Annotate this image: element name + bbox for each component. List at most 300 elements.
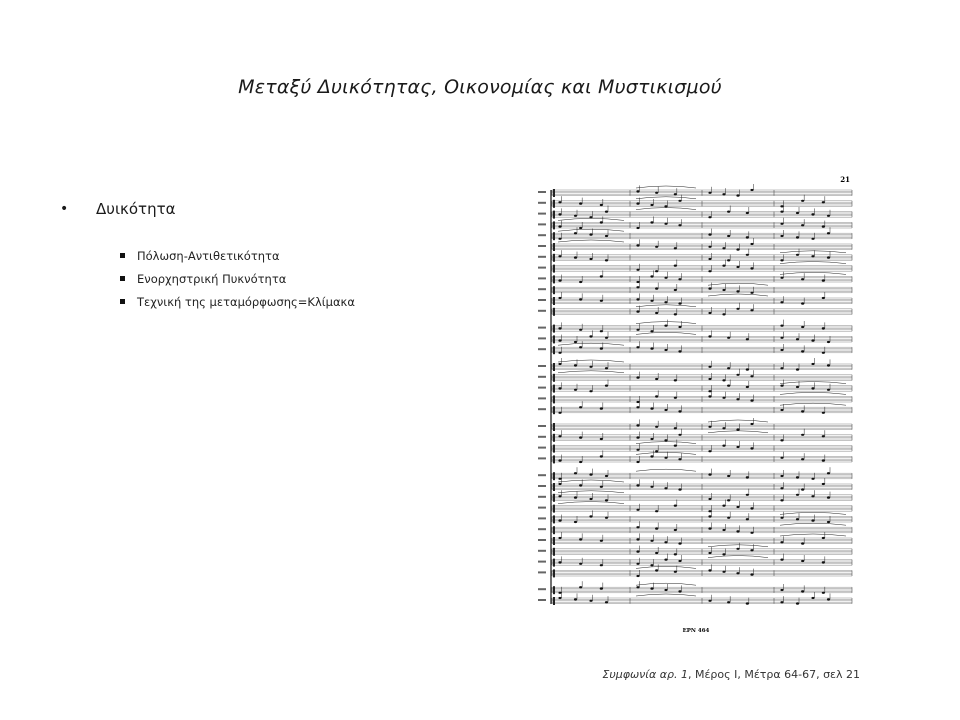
note-head: [736, 530, 739, 532]
note-head: [574, 257, 577, 259]
note-head: [558, 592, 561, 594]
note-head: [636, 484, 639, 486]
note-head: [579, 298, 582, 300]
note-head: [708, 426, 711, 428]
slur: [636, 566, 696, 568]
note-head: [600, 564, 603, 566]
note-head: [664, 223, 667, 225]
note-head: [708, 395, 711, 397]
clef-mark: [553, 335, 555, 343]
slur: [558, 360, 624, 362]
note-head: [750, 375, 753, 377]
note-head: [558, 435, 561, 437]
note-head: [708, 510, 711, 512]
note-head: [801, 590, 804, 592]
clef-mark: [553, 286, 555, 294]
square-bullet-icon: [120, 276, 125, 281]
note-head: [727, 499, 730, 501]
note-head: [708, 390, 711, 392]
note-head: [579, 406, 582, 408]
note-head: [600, 455, 603, 457]
note-head: [655, 288, 658, 290]
instrument-label: [538, 387, 546, 389]
note-head: [708, 192, 711, 194]
note-head: [664, 205, 667, 207]
note-head: [822, 483, 825, 485]
clef-mark: [553, 406, 555, 414]
note-head: [579, 281, 582, 283]
note-head: [574, 215, 577, 217]
note-head: [708, 312, 711, 314]
note-head: [708, 515, 711, 517]
note-head: [801, 224, 804, 226]
note-head: [796, 518, 799, 520]
note-head: [655, 312, 658, 314]
slur: [558, 240, 624, 242]
note-head: [796, 603, 799, 605]
note-head: [636, 563, 639, 565]
note-head: [589, 234, 592, 236]
note-head: [780, 589, 783, 591]
note-head: [678, 590, 681, 592]
note-head: [655, 378, 658, 380]
note-head: [678, 489, 681, 491]
note-head: [750, 189, 753, 191]
note-head: [678, 224, 681, 226]
note-head: [708, 216, 711, 218]
note-head: [600, 204, 603, 206]
sub-bullet-item: [120, 290, 480, 313]
note-head: [811, 363, 814, 365]
note-head: [574, 598, 577, 600]
note-head: [574, 521, 577, 523]
note-head: [708, 528, 711, 530]
note-head: [636, 286, 639, 288]
slur: [708, 420, 768, 422]
instrument-label: [538, 256, 546, 258]
note-head: [736, 266, 739, 268]
slur: [708, 431, 768, 433]
instrument-label: [538, 496, 546, 498]
note-head: [796, 386, 799, 388]
note-head: [811, 340, 814, 342]
note-head: [822, 327, 825, 329]
note-head: [746, 369, 749, 371]
note-head: [558, 495, 561, 497]
clef-mark: [553, 445, 555, 453]
clef-mark: [553, 434, 555, 442]
note-head: [636, 437, 639, 439]
note-head: [827, 364, 830, 366]
note-head: [674, 289, 677, 291]
note-head: [674, 313, 677, 315]
note-head: [827, 521, 830, 523]
slur: [780, 523, 846, 525]
instrument-label: [538, 223, 546, 225]
note-head: [708, 569, 711, 571]
instrument-label: [538, 234, 546, 236]
clef-mark: [553, 275, 555, 283]
note-head: [650, 300, 653, 302]
note-head: [636, 586, 639, 588]
note-head: [796, 254, 799, 256]
note-head: [780, 487, 783, 489]
clef-mark: [553, 548, 555, 556]
note-head: [558, 226, 561, 228]
instrument-label: [538, 561, 546, 563]
slur: [780, 251, 846, 253]
note-head: [574, 497, 577, 499]
clef-mark: [553, 265, 555, 273]
caption-work-title: Συμφωνία αρ. 1: [602, 668, 688, 681]
note-head: [750, 532, 753, 534]
note-head: [736, 548, 739, 550]
clef-mark: [553, 243, 555, 251]
note-head: [636, 203, 639, 205]
clef-mark: [553, 395, 555, 403]
note-head: [822, 435, 825, 437]
note-head: [801, 489, 804, 491]
note-head: [678, 326, 681, 328]
note-head: [678, 458, 681, 460]
note-head: [736, 249, 739, 251]
instrument-label: [538, 457, 546, 459]
note-head: [650, 408, 653, 410]
note-head: [558, 387, 561, 389]
note-head: [589, 515, 592, 517]
note-head: [558, 561, 561, 563]
note-head: [589, 498, 592, 500]
instrument-label: [538, 588, 546, 590]
note-head: [664, 277, 667, 279]
note-head: [605, 499, 608, 501]
figure-caption: [560, 668, 860, 681]
note-head: [796, 236, 799, 238]
note-head: [736, 195, 739, 197]
square-bullet-icon: [120, 299, 125, 304]
note-head: [822, 592, 825, 594]
note-head: [708, 600, 711, 602]
note-head: [780, 301, 783, 303]
clef-mark: [553, 423, 555, 431]
note-head: [558, 213, 561, 215]
note-head: [558, 483, 561, 485]
note-head: [664, 349, 667, 351]
note-head: [727, 337, 730, 339]
note-head: [827, 598, 830, 600]
note-head: [579, 461, 582, 463]
bullet-item-main: [60, 200, 480, 218]
note-head: [736, 429, 739, 431]
note-head: [780, 499, 783, 501]
note-head: [579, 203, 582, 205]
note-head: [636, 401, 639, 403]
note-head: [558, 255, 561, 257]
note-head: [827, 389, 830, 391]
note-head: [708, 450, 711, 452]
score-page-number: 21: [840, 175, 850, 184]
note-head: [750, 574, 753, 576]
instrument-label: [538, 528, 546, 530]
note-head: [811, 478, 814, 480]
note-head: [811, 597, 814, 599]
note-head: [827, 232, 830, 234]
note-head: [636, 244, 639, 246]
note-head: [600, 438, 603, 440]
note-head: [727, 235, 730, 237]
note-head: [827, 497, 830, 499]
note-head: [801, 326, 804, 328]
note-head: [780, 259, 783, 261]
note-head: [827, 472, 830, 474]
instrument-label: [538, 267, 546, 269]
note-head: [650, 348, 653, 350]
clef-mark: [553, 455, 555, 463]
clef-mark: [553, 232, 555, 240]
note-head: [750, 400, 753, 402]
note-head: [636, 281, 639, 283]
note-head: [722, 193, 725, 195]
clef-mark: [553, 505, 555, 513]
note-head: [811, 495, 814, 497]
note-head: [722, 289, 725, 291]
note-head: [811, 238, 814, 240]
note-head: [674, 265, 677, 267]
note-head: [722, 505, 725, 507]
note-head: [650, 330, 653, 332]
note-head: [780, 367, 783, 369]
note-head: [727, 475, 730, 477]
note-head: [827, 215, 830, 217]
note-head: [750, 447, 753, 449]
note-head: [579, 329, 582, 331]
note-head: [600, 221, 603, 223]
note-head: [650, 204, 653, 206]
clef-mark: [553, 472, 555, 480]
slur: [780, 262, 846, 264]
note-head: [736, 446, 739, 448]
note-head: [708, 378, 711, 380]
note-head: [589, 258, 592, 260]
note-head: [574, 364, 577, 366]
note-head: [579, 563, 582, 565]
note-head: [827, 341, 830, 343]
note-head: [558, 597, 561, 599]
note-head: [558, 352, 561, 354]
note-head: [780, 223, 783, 225]
note-head: [727, 259, 730, 261]
note-head: [746, 494, 749, 496]
note-head: [664, 325, 667, 327]
note-head: [574, 389, 577, 391]
bullet-list: [60, 200, 480, 313]
note-head: [750, 267, 753, 269]
note-head: [600, 275, 603, 277]
bullet-marker: •: [60, 201, 69, 217]
clef-mark: [553, 325, 555, 333]
note-head: [796, 476, 799, 478]
note-head: [674, 571, 677, 573]
note-head: [636, 298, 639, 300]
note-head: [780, 337, 783, 339]
note-head: [750, 309, 753, 311]
note-head: [708, 234, 711, 236]
instrument-label: [538, 299, 546, 301]
note-head: [650, 221, 653, 223]
note-head: [650, 438, 653, 440]
note-head: [664, 589, 667, 591]
note-head: [780, 475, 783, 477]
note-head: [780, 277, 783, 279]
note-head: [605, 337, 608, 339]
note-head: [650, 455, 653, 457]
note-head: [822, 460, 825, 462]
note-head: [655, 192, 658, 194]
note-head: [558, 412, 561, 414]
note-head: [780, 409, 783, 411]
note-head: [558, 238, 561, 240]
instrument-label: [538, 474, 546, 476]
note-head: [708, 366, 711, 368]
instrument-label: [538, 348, 546, 350]
note-head: [780, 349, 783, 351]
note-head: [736, 308, 739, 310]
note-head: [780, 517, 783, 519]
slur: [780, 534, 846, 536]
note-head: [746, 386, 749, 388]
instrument-label: [538, 310, 546, 312]
note-head: [674, 445, 677, 447]
note-head: [589, 390, 592, 392]
instrument-label: [538, 245, 546, 247]
slur: [558, 229, 624, 231]
note-head: [674, 553, 677, 555]
note-head: [780, 457, 783, 459]
note-head: [664, 559, 667, 561]
note-head: [708, 474, 711, 476]
note-head: [750, 507, 753, 509]
note-head: [589, 335, 592, 337]
slur: [558, 218, 624, 220]
note-head: [801, 303, 804, 305]
note-head: [678, 434, 681, 436]
note-head: [600, 540, 603, 542]
note-head: [655, 246, 658, 248]
note-head: [558, 280, 561, 282]
slur: [636, 186, 696, 188]
note-head: [780, 325, 783, 327]
note-head: [801, 410, 804, 412]
slur: [558, 371, 624, 373]
note-head: [574, 472, 577, 474]
note-head: [708, 270, 711, 272]
note-head: [746, 236, 749, 238]
note-head: [722, 553, 725, 555]
slur: [780, 392, 846, 394]
note-head: [780, 385, 783, 387]
note-head: [664, 301, 667, 303]
note-head: [558, 327, 561, 329]
note-head: [746, 603, 749, 605]
note-head: [558, 537, 561, 539]
note-head: [750, 292, 753, 294]
note-head: [727, 211, 730, 213]
note-head: [827, 257, 830, 259]
note-head: [722, 247, 725, 249]
clef-mark: [553, 559, 555, 567]
note-head: [780, 211, 783, 213]
note-head: [636, 377, 639, 379]
note-head: [811, 520, 814, 522]
note-head: [746, 338, 749, 340]
note-head: [801, 543, 804, 545]
note-head: [780, 439, 783, 441]
clef-mark: [553, 483, 555, 491]
note-head: [579, 227, 582, 229]
note-head: [722, 427, 725, 429]
square-bullet-icon: [120, 253, 125, 258]
note-head: [822, 226, 825, 228]
note-head: [605, 601, 608, 603]
instrument-label: [538, 202, 546, 204]
note-head: [750, 423, 753, 425]
note-head: [780, 235, 783, 237]
slur: [558, 502, 624, 504]
note-head: [796, 338, 799, 340]
slur: [636, 594, 696, 596]
note-head: [636, 538, 639, 540]
slur: [636, 322, 696, 324]
note-head: [722, 445, 725, 447]
note-head: [678, 410, 681, 412]
note-head: [727, 601, 730, 603]
note-head: [822, 280, 825, 282]
note-head: [655, 450, 658, 452]
instrument-label: [538, 397, 546, 399]
note-head: [589, 600, 592, 602]
note-head: [674, 505, 677, 507]
note-head: [636, 461, 639, 463]
note-head: [636, 509, 639, 511]
note-head: [600, 486, 603, 488]
slur: [636, 442, 696, 444]
note-head: [722, 379, 725, 381]
slur: [780, 512, 846, 514]
clef-mark: [553, 297, 555, 305]
note-head: [722, 265, 725, 267]
note-head: [636, 406, 639, 408]
note-head: [796, 369, 799, 371]
note-head: [708, 335, 711, 337]
note-head: [801, 200, 804, 202]
slur: [636, 332, 696, 334]
note-head: [822, 412, 825, 414]
instrument-label: [538, 213, 546, 215]
note-head: [736, 572, 739, 574]
note-head: [780, 559, 783, 561]
clef-mark: [553, 537, 555, 545]
note-head: [579, 437, 582, 439]
clef-mark: [553, 569, 555, 577]
note-head: [678, 278, 681, 280]
note-head: [579, 484, 582, 486]
instrument-label: [538, 191, 546, 193]
note-head: [636, 449, 639, 451]
note-head: [736, 398, 739, 400]
instrument-label: [538, 571, 546, 573]
note-head: [650, 540, 653, 542]
clef-mark: [553, 385, 555, 393]
